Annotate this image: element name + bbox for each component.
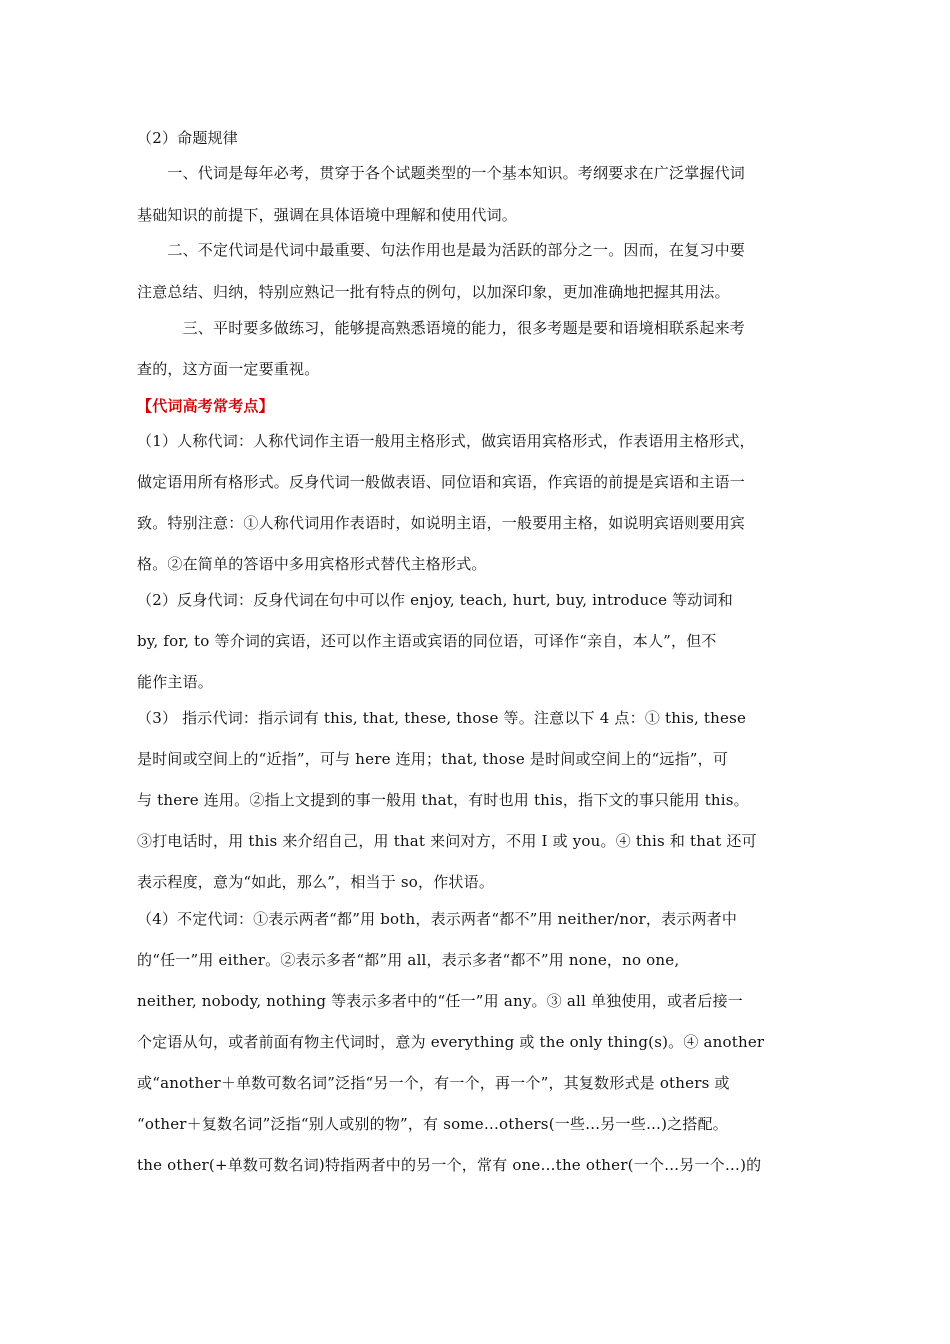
point-line: （1）人称代词：人称代词作主语一般用主格形式，做宾语用宾格形式，作表语用主格形式， — [137, 432, 755, 450]
rule-line: 一、代词是每年必考，贯穿于各个试题类型的一个基本知识。考纲要求在广泛掌握代词 — [137, 164, 746, 182]
point-line: by, for, to 等介词的宾语，还可以作主语或宾语的同位语，可译作“亲自，本人”，但不 — [137, 632, 717, 650]
point-line: ③打电话时，用 this 来介绍自己，用 that 来问对方，不用 I 或 you。④ this 和 that 还可 — [137, 832, 757, 850]
point-line: the other(+单数可数名词)特指两者中的另一个，常有 one…the other(一个…另一个…)的 — [137, 1156, 762, 1174]
point-line: （4）不定代词：①表示两者“都”用 both，表示两者“都不”用 neither/nor，表示两者中 — [137, 910, 738, 928]
point-line: 与 there 连用。②指上文提到的事一般用 that，有时也用 this，指下文的事只能用 this。 — [137, 791, 749, 809]
point-line: 格。②在简单的答语中多用宾格形式替代主格形式。 — [137, 555, 487, 573]
point-line: 或“another＋单数可数名词”泛指“另一个，有一个，再一个”，其复数形式是 others 或 — [137, 1074, 730, 1092]
point-line: 个定语从句，或者前面有物主代词时，意为 everything 或 the only thing(s)。④ another — [137, 1033, 765, 1051]
rule-line: 查的，这方面一定要重视。 — [137, 360, 320, 378]
rule-line: 二、不定代词是代词中最重要、句法作用也是最为活跃的部分之一。因而，在复习中要 — [137, 241, 746, 259]
point-line: neither, nobody, nothing 等表示多者中的“任一”用 any。③ all 单独使用，或者后接一 — [137, 992, 743, 1010]
key-points-heading: 【代词高考常考点】 — [137, 397, 274, 415]
point-line: “other＋复数名词”泛指“别人或别的物”，有 some…others(一些…另一些…)之搭配。 — [137, 1115, 729, 1133]
point-line: （2）反身代词：反身代词在句中可以作 enjoy, teach, hurt, buy, introduce 等动词和 — [137, 591, 733, 609]
section-label: （2）命题规律 — [137, 129, 238, 147]
point-line: 能作主语。 — [137, 673, 214, 691]
point-line: 做定语用所有格形式。反身代词一般做表语、同位语和宾语，作宾语的前提是宾语和主语一 — [137, 473, 746, 491]
point-line: 的“任一”用 either。②表示多者“都”用 all，表示多者“都不”用 none，no one, — [137, 951, 680, 969]
rule-line: 三、平时要多做练习，能够提高熟悉语境的能力，很多考题是要和语境相联系起来考 — [137, 319, 746, 337]
point-line: （3） 指示代词：指示词有 this, that, these, those 等。注意以下 4 点：① this, these — [137, 709, 747, 727]
point-line: 致。特别注意：①人称代词用作表语时，如说明主语，一般要用主格，如说明宾语则要用宾 — [137, 514, 746, 532]
point-line: 表示程度，意为“如此，那么”，相当于 so，作状语。 — [137, 873, 495, 891]
rule-line: 基础知识的前提下，强调在具体语境中理解和使用代词。 — [137, 206, 518, 224]
point-line: 是时间或空间上的“近指”，可与 here 连用；that, those 是时间或空间上的“远指”，可 — [137, 750, 729, 768]
rule-line: 注意总结、归纳，特别应熟记一批有特点的例句，以加深印象，更加准确地把握其用法。 — [137, 283, 730, 301]
